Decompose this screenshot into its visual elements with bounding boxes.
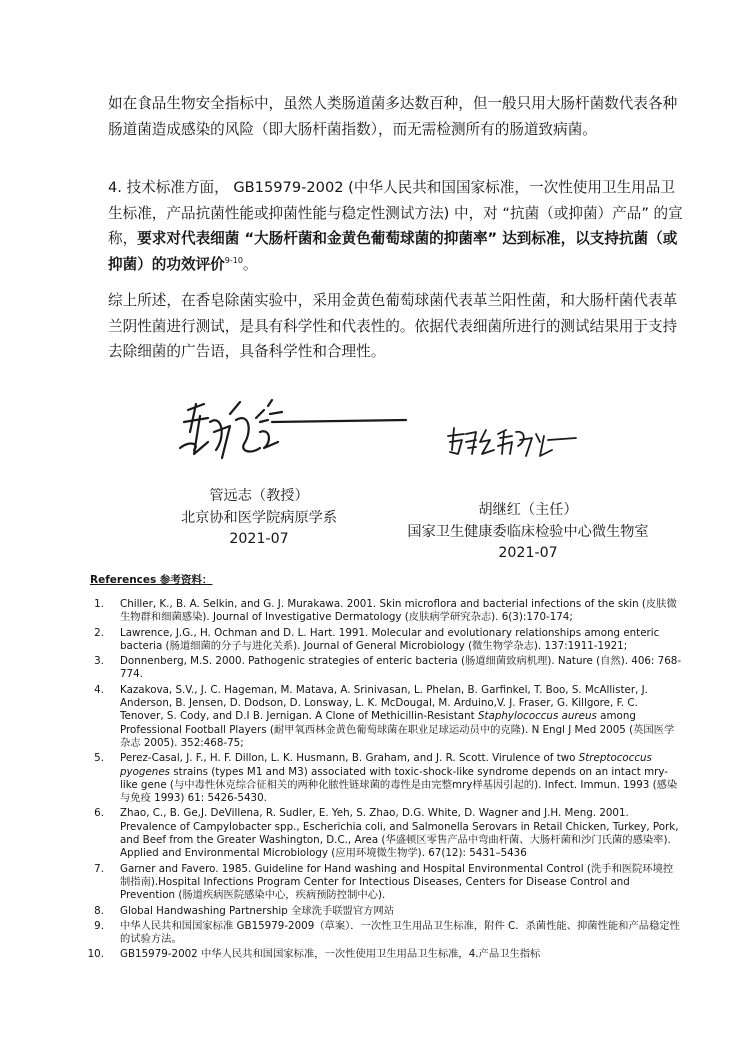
reference-text: Global Handwashing Partnership 全球洗手联盟官方网站 (120, 904, 395, 917)
signatory-name: 管远志（教授） (209, 488, 309, 504)
reference-item (82, 598, 682, 625)
reference-number: 8. (94, 904, 104, 917)
signatory-block-1 (134, 486, 384, 551)
citation-superscript: 9-10 (224, 255, 243, 265)
reference-text-cont: strains (types M1 and M3) associated with toxic-shock-like syndrome depends on an intact mry-like gene (与中毒性休克综合征相关的两种化脓性链球菌的毒性是由完整mry样基因引起的). Infect. Immun. 1993 (感染与免疫 1993) 61: 5426-5430. (120, 765, 678, 805)
paragraph-conclusion: 综上所述，在香皂除菌实验中，采用金黄色葡萄球菌代表革兰阳性菌，和大肠杆菌代表革兰阴性菌进行测试，是具有科学性和代表性的。依据代表细菌所进行的测试结果用于支持去除细菌的广告语，具备科学性和合理性。 (108, 292, 678, 360)
references-list (82, 598, 682, 964)
reference-number: 7. (94, 862, 104, 875)
reference-number: 3. (94, 655, 104, 668)
reference-text: Zhao, C., B. Ge,J. DeVillena, R. Sudler, E. Yeh, S. Zhao, D.G. White, D. Wagner and J.H. Meng. 2001. Prevalence of Campylobacter spp., Escherichia coli, and Salmonella Serovars in Retail Chicken, Turkey, Pork, and Beef from the Greater Washington, D.C., Area (华盛顿区零售产品中弯曲杆菌、大肠杆菌和沙门氏菌的感染率). Applied and Environmental Microbiology (应用环境微生物学). 67(12): 5431–5436 (120, 807, 679, 860)
signatory-organization: 国家卫生健康委临床检验中心微生物室 (407, 523, 649, 540)
reference-text: Garner and Favero. 1985. Guideline for Hand washing and Hospital Environmental Control (洗手和医院环境控制指南).Hospital Infections Program Center for Intectious Diseases, Centers for Disease Control and Prevention (肠道疾病医院感染中心，疾病预防控制中心). (120, 862, 674, 902)
reference-number: 2. (94, 626, 104, 639)
reference-item (82, 684, 682, 750)
paragraph-technical-standard-bold: 要求对代表细菌 “大肠杆菌和金黄色葡萄球菌的抑菌率” 达到标准，以支持抗菌（或抑菌）的功效评价 (108, 230, 678, 273)
reference-item (82, 627, 682, 654)
signatory-date: 2021-07 (229, 531, 289, 547)
paragraph-technical-standard-text: 4. 技术标准方面， GB15979-2002 (中华人民共和国国家标准，一次性使用卫生用品卫生标准，产品抗菌性能或抑菌性能与稳定性测试方法) 中，对 “抗菌（或抑菌）产品” 的宣称， (108, 179, 683, 247)
reference-text-cont: among Professional Football Players (耐甲氧西林金黄色葡萄球菌在职业足球运动员中的克隆). N Engl J Med 2005 (英国医学杂志 2005). 352:468-75; (120, 710, 675, 749)
paragraph-food-safety: 如在食品生物安全指标中，虽然人类肠道菌多达数百种，但一般只用大肠杆菌数代表各种肠道菌造成感染的风险（即大肠杆菌指数），而无需检测所有的肠道致病菌。 (108, 95, 678, 138)
reference-number: 9. (94, 919, 104, 932)
reference-text: Donnenberg, M.S. 2000. Pathogenic strategies of enteric bacteria (肠道细菌致病机理). Nature (自然). 406: 768-774. (120, 655, 682, 681)
reference-number: 4. (94, 683, 104, 696)
reference-number: 1. (94, 598, 104, 610)
reference-number: 5. (94, 752, 104, 765)
paragraph-technical-standard (108, 175, 683, 277)
signatory-organization: 北京协和医学院病原学系 (180, 509, 338, 526)
reference-text: GB15979-2002 中华人民共和国国家标准，一次性使用卫生用品卫生标准，4.产品卫生指标 (120, 948, 541, 961)
reference-text: 中华人民共和国国家标准 GB15979-2009（草案）．一次性卫生用品卫生标准，附件 C．杀菌性能、抑菌性能和产品稳定性的试验方法。 (120, 919, 680, 946)
reference-item (82, 752, 682, 805)
references-heading: References 参考资料： (90, 574, 213, 586)
reference-text: Lawrence, J.G., H. Ochman and D. L. Hart. 1991. Molecular and evolutionary relationships among enteric bacteria (肠道细菌的分子与进化关系). Journal of General Microbiology (微生物学杂志). 137:1911-1921; (120, 626, 660, 652)
reference-number: 6. (94, 807, 104, 820)
signatory-date: 2021-07 (498, 545, 558, 561)
signatory-name: 胡继红（主任） (478, 502, 578, 518)
reference-text: Kazakova, S.V., J. C. Hageman, M. Matava, A. Srinivasan, L. Phelan, B. Garfinkel, T. Boo, S. McAllister, J. Anderson, B. Jensen, D. Dodson, D. Lonsway, L. K. McDougal, M. Arduino,V. J. Fraser, G. Killgore, F. C. Tenover, S. Cody, and D.I B. Jernigan. A Clone of Methicillin-Resistant (120, 683, 648, 723)
reference-text: Chiller, K., B. A. Selkin, and G. J. Murakawa. 2001. Skin microflora and bacterial infections of the skin (皮肤微生物群和细菌感染). Journal of Investigative Dermatology (皮肤病学研究杂志). 6(3):170-174; (120, 598, 677, 624)
reference-item (82, 905, 682, 918)
paragraph-end-punct: 。 (242, 255, 258, 273)
reference-number: 10. (87, 948, 104, 961)
reference-item (82, 920, 682, 947)
reference-text: Perez-Casal, J. F., H. F. Dillon, L. K. Husmann, B. Graham, and J. R. Scott. Virulence of two (120, 752, 579, 765)
signature-hu-jihong (440, 420, 580, 470)
signatory-block-2 (398, 500, 658, 565)
reference-item (82, 863, 682, 903)
reference-item (82, 655, 682, 682)
reference-item (82, 807, 682, 860)
reference-species: Staphylococcus aureus (477, 710, 597, 723)
reference-species: Streptococcus pyogenes (120, 752, 652, 778)
signature-guan-yuanzhi (160, 392, 410, 472)
reference-item (82, 948, 682, 961)
